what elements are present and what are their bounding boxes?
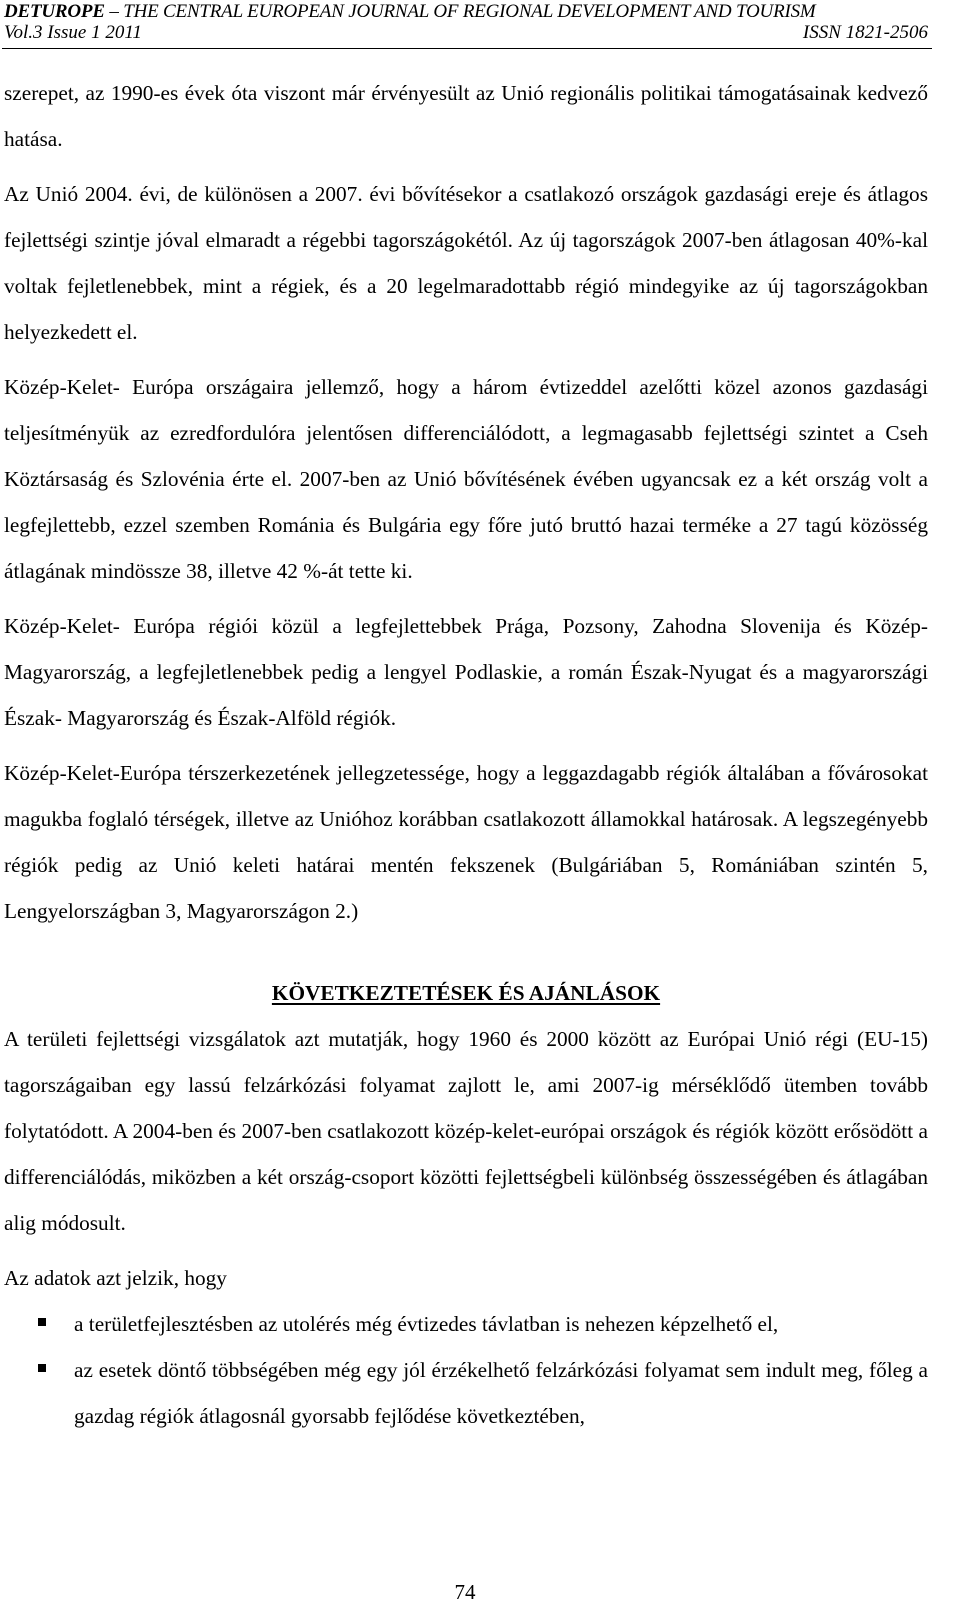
paragraph: A területi fejlettségi vizsgálatok azt mutatják, hogy 1960 és 2000 között az Európai Unió régi (EU-15) tagországaiban egy lassú felzárkózási folyamat zajlott le, ami 2007-ig mérséklődő ütemben tovább folytatódott. A 2004-ben és 2007-ben csatlakozott közép-kelet-európai országok és régiók között erősödött a differenciálódás, miközben a két ország-csoport közötti fejlettségbeli különbség összességében és átlagában alig módosult. (4, 1027, 928, 1235)
issn: ISSN 1821-2506 (802, 22, 928, 43)
list-item-text: a területfejlesztésben az utolérés még évtizedes távlatban is nehezen képzelhető el, (74, 1312, 779, 1336)
bullet-list (4, 1301, 928, 1439)
journal-title-rest: – THE CENTRAL EUROPEAN JOURNAL OF REGIONAL DEVELOPMENT AND TOURISM (104, 1, 816, 22)
paragraph: Közép-Kelet- Európa régiói közül a legfejlettebbek Prága, Pozsony, Zahodna Slovenija és Közép-Magyarország, a legfejletlenebbek pedig a lengyel Podlaskie, a román Észak-Nyugat és a magyarországi Észak- Magyarország és Észak-Alföld régiók. (4, 614, 928, 730)
paragraph: Közép-Kelet- Európa országaira jellemző, hogy a három évtizeddel azelőtti közel azonos gazdasági teljesítményük az ezredfordulóra jelentősen differenciálódott, a legmagasabb fejlettségi szintet a Cseh Köztársaság és Szlovénia érte el. 2007-ben az Unió bővítésének évében ugyancsak ez a két ország volt a legfejlettebb, ezzel szemben Románia és Bulgária egy főre jutó bruttó hazai terméke a 27 tagú közösség átlagának mindössze 38, illetve 42 %-át tette ki. (4, 375, 928, 583)
running-header (0, 0, 960, 58)
article-body (4, 70, 928, 1439)
issue-line (4, 22, 928, 43)
list-item (4, 1347, 928, 1439)
square-bullet-icon (38, 1364, 46, 1372)
paragraph: Az Unió 2004. évi, de különösen a 2007. évi bővítésekor a csatlakozó országok gazdasági ereje és átlagos fejlettségi szintje jóval elmaradt a régebbi tagországokétól. Az új tagországok 2007-ben átlagosan 40%-kal voltak fejletlenebbek, mint a régiek, és a 20 legelmaradottabb régió mindegyike az új tagországokban helyezkedett el. (4, 182, 928, 344)
square-bullet-icon (38, 1318, 46, 1326)
page-number: 74 (454, 1580, 476, 1604)
header-rule (2, 48, 932, 49)
list-item (4, 1301, 928, 1347)
journal-title (4, 1, 956, 22)
journal-prefix: DETUROPE (4, 1, 105, 22)
paragraph: Az adatok azt jelzik, hogy (4, 1266, 227, 1290)
paragraph: szerepet, az 1990-es évek óta viszont már érvényesült az Unió regionális politikai támogatásainak kedvező hatása. (4, 81, 928, 151)
paragraph: Közép-Kelet-Európa térszerkezetének jellegzetessége, hogy a leggazdagabb régiók általában a fővárosokat magukba foglaló térségek, illetve az Unióhoz korábban csatlakozott államokkal határosak. A legszegényebb régiók pedig az Unió keleti határai mentén fekszenek (Bulgáriában 5, Romániában szintén 5, Lengyelországban 3, Magyarországon 2.) (4, 761, 928, 923)
list-item-text: az esetek döntő többségében még egy jól érzékelhető felzárkózási folyamat sem indult meg, főleg a gazdag régiók átlagosnál gyorsabb fejlődése következtében, (74, 1358, 928, 1428)
volume-issue: Vol.3 Issue 1 2011 (4, 22, 142, 43)
section-heading: KÖVETKEZTETÉSEK ÉS AJÁNLÁSOK (271, 981, 661, 1005)
